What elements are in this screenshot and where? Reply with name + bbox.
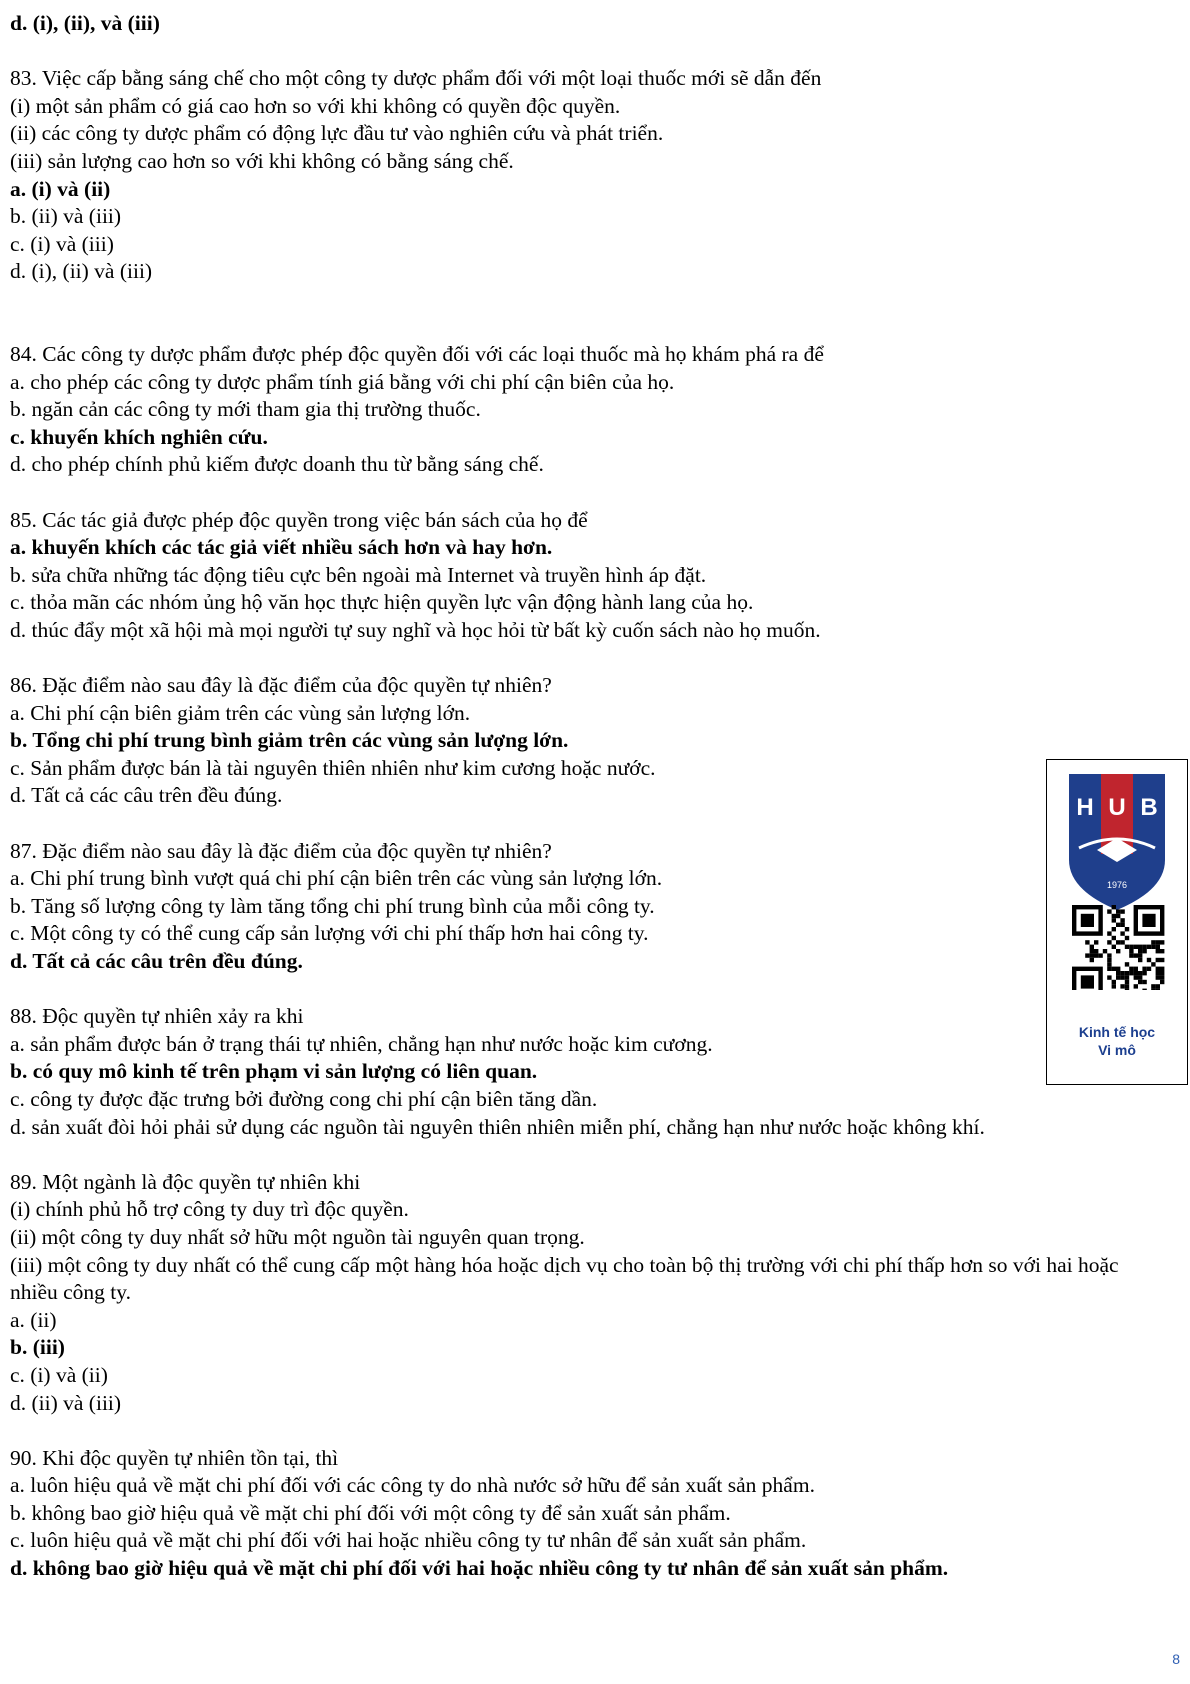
hub-shield-logo [1047,760,1187,990]
question-block [10,507,1180,645]
logo-letter-u: U [1108,794,1126,821]
answer-option: c. (i) và (ii) [10,1362,108,1387]
logo-caption-line2: Vi mô [1098,1042,1136,1058]
question-stem: 90. Khi độc quyền tự nhiên tồn tại, thì [10,1445,339,1470]
question-stem: 86. Đặc điểm nào sau đây là đặc điểm của độc quyền tự nhiên? [10,673,552,698]
previous-question-answer: d. (i), (ii), và (iii) [10,11,160,35]
answer-option: b. (ii) và (iii) [10,204,122,229]
answer-option-correct: d. không bao giờ hiệu quả về mặt chi phí đối với hai hoặc nhiều công ty tư nhân để sản xuất sản phẩm. [10,1556,949,1581]
question-block [10,341,1180,479]
answer-option: d. (ii) và (iii) [10,1390,122,1415]
logo-year: 1976 [1106,880,1128,890]
question-stem: 84. Các công ty dược phẩm được phép độc quyền đối với các loại thuốc mà họ khám phá ra để [10,341,824,366]
page-number: 8 [1172,1651,1180,1667]
question-statement: (iii) sản lượng cao hơn so với khi không có bằng sáng chế. [10,148,514,173]
question-block [10,838,1180,976]
question-stem: 85. Các tác giả được phép độc quyền trong việc bán sách của họ để [10,507,588,532]
question-statement: (iii) một công ty duy nhất có thể cung cấp một hàng hóa hoặc dịch vụ cho toàn bộ thị trường với chi phí thấp hơn so với hai hoặc nhiều công ty. [10,1252,1119,1305]
answer-option-correct: b. Tổng chi phí trung bình giảm trên các vùng sản lượng lớn. [10,728,569,753]
question-statement: (i) chính phủ hỗ trợ công ty duy trì độc quyền. [10,1197,409,1222]
qr-code-icon [1072,905,1164,990]
logo-letter-h: H [1076,794,1094,821]
answer-option: c. luôn hiệu quả về mặt chi phí đối với hai hoặc nhiều công ty tư nhân để sản xuất sản phẩm. [10,1528,807,1553]
logo-caption-line1: Kinh tế học [1078,1024,1156,1040]
answer-option: c. Một công ty có thể cung cấp sản lượng với chi phí thấp hơn hai công ty. [10,921,649,946]
question-statement: (ii) các công ty dược phẩm có động lực đầu tư vào nghiên cứu và phát triển. [10,121,664,146]
answer-option: d. Tất cả các câu trên đều đúng. [10,783,283,808]
question-list [10,65,1180,1582]
answer-option: a. (ii) [10,1307,57,1332]
answer-option: a. cho phép các công ty dược phẩm tính giá bằng với chi phí cận biên của họ. [10,369,675,394]
answer-option: b. ngăn cản các công ty mới tham gia thị trường thuốc. [10,397,481,422]
answer-option-correct: c. khuyến khích nghiên cứu. [10,424,268,449]
question-stem: 89. Một ngành là độc quyền tự nhiên khi [10,1169,361,1194]
answer-option: c. công ty được đặc trưng bởi đường cong chi phí cận biên tăng dần. [10,1086,598,1111]
question-stem: 83. Việc cấp bằng sáng chế cho một công ty dược phẩm đối với một loại thuốc mới sẽ dẫn đến [10,66,822,91]
logo-letter-b: B [1140,794,1158,821]
answer-option: a. luôn hiệu quả về mặt chi phí đối với các công ty do nhà nước sở hữu để sản xuất sản phẩm. [10,1473,815,1498]
answer-option: b. sửa chữa những tác động tiêu cực bên ngoài mà Internet và truyền hình áp đặt. [10,562,707,587]
question-block [10,65,1180,286]
question-block [10,1445,1180,1583]
question-block [10,672,1180,810]
answer-option: b. không bao giờ hiệu quả về mặt chi phí đối với một công ty để sản xuất sản phẩm. [10,1500,731,1525]
answer-option: d. cho phép chính phủ kiếm được doanh thu từ bằng sáng chế. [10,452,544,477]
answer-option: c. (i) và (iii) [10,231,114,256]
answer-option-correct: b. (iii) [10,1335,65,1360]
answer-option: c. Sản phẩm được bán là tài nguyên thiên nhiên như kim cương hoặc nước. [10,755,656,780]
answer-option: a. sản phẩm được bán ở trạng thái tự nhiên, chẳng hạn như nước hoặc kim cương. [10,1031,713,1056]
question-statement: (ii) một công ty duy nhất sở hữu một nguồn tài nguyên quan trọng. [10,1224,585,1249]
answer-option: d. (i), (ii) và (iii) [10,259,153,284]
hub-logo-panel [1046,759,1188,1085]
answer-option-correct: a. (i) và (ii) [10,176,111,201]
question-block [10,1003,1180,1141]
question-block [10,1169,1180,1417]
answer-option: d. sản xuất đòi hỏi phải sử dụng các nguồn tài nguyên thiên nhiên miễn phí, chẳng hạn như nước hoặc không khí. [10,1114,985,1139]
answer-option-correct: b. có quy mô kinh tế trên phạm vi sản lượng có liên quan. [10,1059,538,1084]
question-stem: 87. Đặc điểm nào sau đây là đặc điểm của độc quyền tự nhiên? [10,838,552,863]
answer-option: b. Tăng số lượng công ty làm tăng tổng chi phí trung bình của mỗi công ty. [10,893,655,918]
answer-option: a. Chi phí cận biên giảm trên các vùng sản lượng lớn. [10,700,471,725]
answer-option: c. thỏa mãn các nhóm ủng hộ văn học thực hiện quyền lực vận động hành lang của họ. [10,590,754,615]
answer-option: a. Chi phí trung bình vượt quá chi phí cận biên trên các vùng sản lượng lớn. [10,866,663,891]
answer-option-correct: d. Tất cả các câu trên đều đúng. [10,949,303,973]
document-page [10,10,1180,1583]
answer-option-correct: a. khuyến khích các tác giả viết nhiều sách hơn và hay hơn. [10,535,553,560]
answer-option: d. thúc đẩy một xã hội mà mọi người tự suy nghĩ và học hỏi từ bất kỳ cuốn sách nào họ muốn. [10,617,821,642]
question-statement: (i) một sản phẩm có giá cao hơn so với khi không có quyền độc quyền. [10,93,621,118]
question-stem: 88. Độc quyền tự nhiên xảy ra khi [10,1004,304,1029]
